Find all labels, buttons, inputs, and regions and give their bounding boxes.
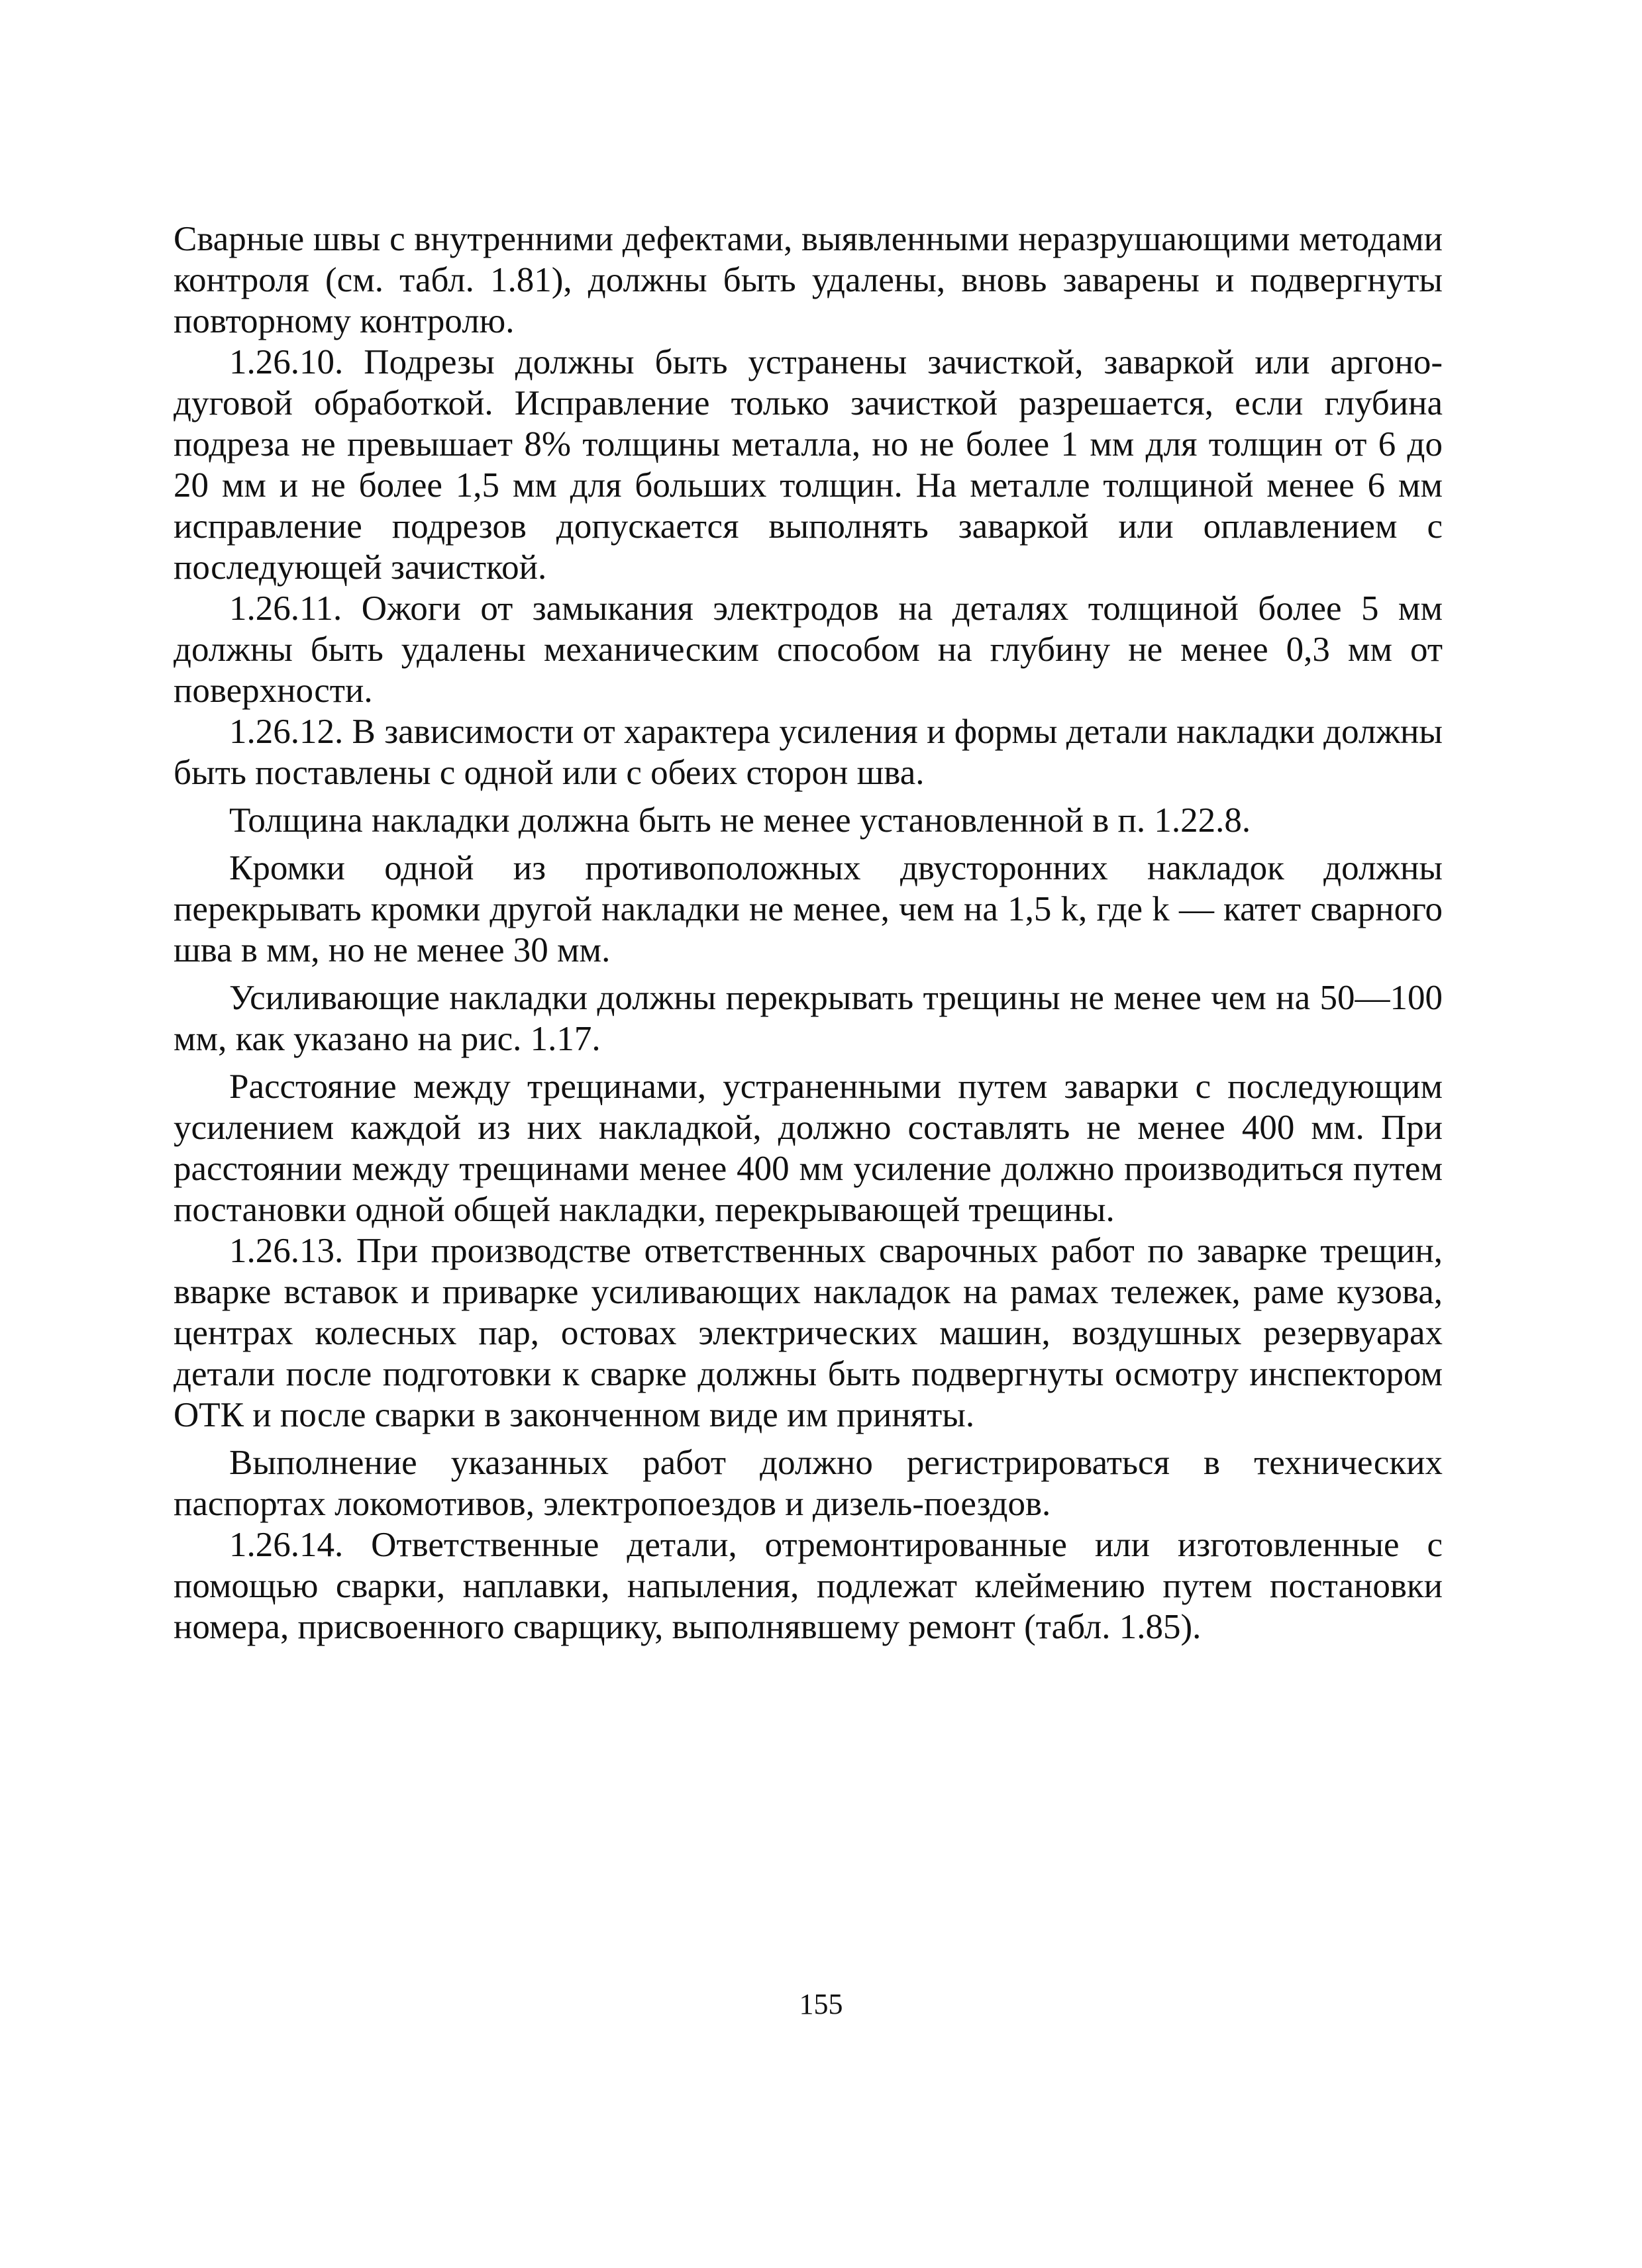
paragraph-overlay-edges: Кромки одной из противоположных двусторонних накладок должны перекрывать кромки другой накладки не менее, чем на 1,5 k, где k — катет сварного шва в мм, но не менее 30 мм. bbox=[174, 849, 1443, 969]
body-text bbox=[174, 219, 1443, 1648]
paragraph-reinforcing-overlays: Усиливающие накладки должны перекрывать трещины не менее чем на 50—100 мм, как указано на рис. 1.17. bbox=[174, 979, 1443, 1058]
paragraph-1-26-10: 1.26.10. Подрезы должны быть устранены зачисткой, заваркой или аргоно-дуговой обработкой. Исправление только зачисткой разрешается, если глубина подреза не превышает 8% толщины металла, но не более 1 мм для толщин от 6 до 20 мм и не более 1,5 мм для больших толщин. На металле толщиной менее 6 мм исправление подрезов допускается выполнять заваркой или оплавлением с последующей зачисткой. bbox=[174, 343, 1443, 587]
paragraph-overlay-thickness: Толщина накладки должна быть не менее установленной в п. 1.22.8. bbox=[229, 801, 1251, 840]
paragraph-registration: Выполнение указанных работ должно регистрироваться в технических паспортах локомотивов, электропоездов и дизель-поездов. bbox=[174, 1444, 1443, 1523]
paragraph-1-26-13: 1.26.13. При производстве ответственных сварочных работ по заварке трещин, вварке вставок и приварке усиливающих накладок на рамах тележек, раме кузова, центрах колесных пар, остовах электрических машин, воздушных резервуарах детали после подготовки к сварке должны быть подвергнуты осмотру инспектором ОТК и после сварки в законченном виде им приняты. bbox=[174, 1232, 1443, 1434]
page-number: 155 bbox=[799, 1988, 843, 2020]
paragraph-1-26-12: 1.26.12. В зависимости от характера усиления и формы детали накладки должны быть поставлены с одной или с обеих сторон шва. bbox=[174, 713, 1443, 792]
paragraph-1-26-11: 1.26.11. Ожоги от замыкания электродов на деталях толщиной более 5 мм должны быть удалены механическим способом на глубину не менее 0,3 мм от поверхности. bbox=[174, 589, 1443, 710]
paragraph-welds-internal-defects: Сварные швы с внутренними дефектами, выявленными неразрушающими методами контроля (см. табл. 1.81), должны быть удалены, вновь заварены и подвергнуты повторному контролю. bbox=[174, 220, 1443, 340]
paragraph-crack-distance: Расстояние между трещинами, устраненными путем заварки с последующим усилением каждой из них накладкой, должно составлять не менее 400 мм. При расстоянии между трещинами менее 400 мм усиление должно производиться путем постановки одной общей накладки, перекрывающей трещины. bbox=[174, 1067, 1443, 1229]
paragraph-1-26-14: 1.26.14. Ответственные детали, отремонтированные или изготовленные с помощью сварки, наплавки, напыления, подлежат клеймению путем постановки номера, присвоенного сварщику, выполнявшему ремонт (табл. 1.85). bbox=[174, 1526, 1443, 1646]
